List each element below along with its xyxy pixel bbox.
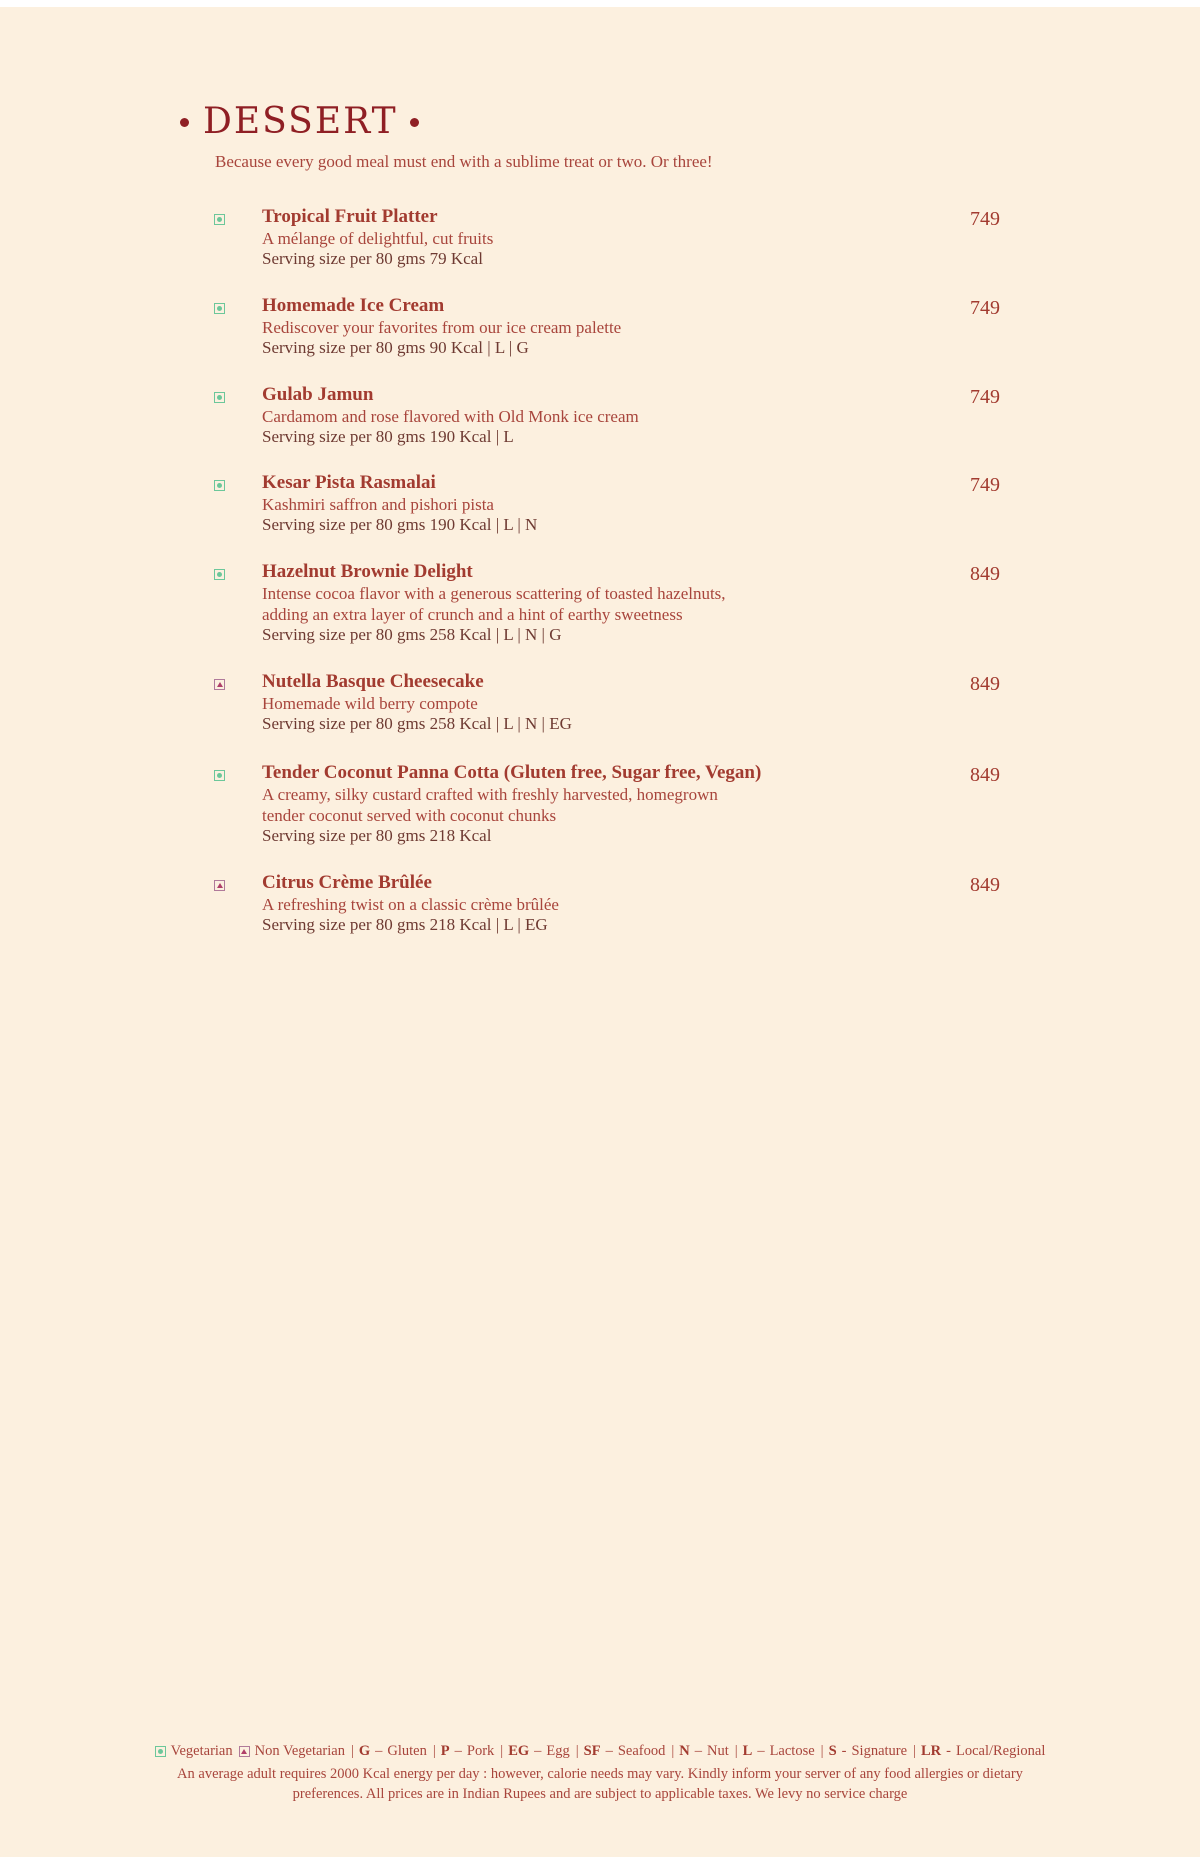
item-name: Kesar Pista Rasmalai (262, 472, 436, 493)
item-name: Hazelnut Brownie Delight (262, 561, 473, 582)
item-price: 849 (970, 764, 1000, 786)
item-description-line: tender coconut served with coconut chunks (262, 806, 557, 825)
legend-entry (913, 1743, 1045, 1760)
item-price: 749 (970, 297, 1000, 319)
legend-entry (155, 1743, 233, 1760)
legend-separator: | (500, 1743, 504, 1759)
legend-dash: - (946, 1743, 951, 1759)
item-description-line: Rediscover your favorites from our ice cream palette (262, 318, 622, 337)
item-description-line: A mélange of delightful, cut fruits (262, 229, 494, 248)
vegetarian-icon (214, 303, 225, 314)
item-serving-info: Serving size per 80 gms 258 Kcal | L | N | EG (262, 714, 572, 733)
legend-separator: | (734, 1743, 738, 1759)
item-name: Citrus Crème Brûlée (262, 872, 432, 893)
item-description (262, 894, 559, 915)
legend-dash: – (694, 1743, 702, 1759)
bullet-icon (410, 118, 419, 127)
legend-text: Nut (706, 1743, 729, 1759)
legend-entry (671, 1743, 728, 1760)
non-vegetarian-icon (214, 679, 225, 690)
legend-text: Gluten (387, 1743, 427, 1759)
legend-code: N (679, 1743, 690, 1759)
vegetarian-icon (214, 392, 225, 403)
section-header (180, 101, 419, 142)
item-serving-info: Serving size per 80 gms 79 Kcal (262, 249, 483, 268)
legend-code: S (828, 1743, 837, 1759)
legend-text: Lactose (769, 1743, 815, 1759)
legend-code: L (742, 1743, 753, 1759)
legend-entry (576, 1743, 666, 1760)
legend-text: Seafood (617, 1743, 666, 1759)
item-price: 849 (970, 563, 1000, 585)
legend-dash: – (454, 1743, 462, 1759)
legend-code: SF (583, 1743, 601, 1759)
item-description-line: Intense cocoa flavor with a generous scattering of toasted hazelnuts, (262, 584, 726, 603)
legend-entry (433, 1743, 494, 1760)
item-name: Tropical Fruit Platter (262, 206, 438, 227)
footer (0, 1743, 1200, 1804)
item-description (262, 693, 478, 714)
item-description (262, 406, 639, 427)
vegetarian-icon (214, 770, 225, 781)
legend-code: P (440, 1743, 450, 1759)
item-price: 749 (970, 474, 1000, 496)
legend-text: Local/Regional (955, 1743, 1046, 1759)
vegetarian-icon (155, 1746, 166, 1757)
item-name: Nutella Basque Cheesecake (262, 671, 484, 692)
item-description (262, 317, 621, 338)
menu-page (0, 7, 1200, 1857)
item-description-line: Homemade wild berry compote (262, 694, 478, 713)
vegetarian-icon (214, 214, 225, 225)
legend-separator: | (432, 1743, 436, 1759)
legend-entry (500, 1743, 569, 1760)
legend-dash: – (757, 1743, 765, 1759)
item-price: 849 (970, 874, 1000, 896)
legend-separator: | (671, 1743, 675, 1759)
legend-separator: | (575, 1743, 579, 1759)
item-description-line: Kashmiri saffron and pishori pista (262, 495, 494, 514)
item-name: Gulab Jamun (262, 384, 374, 405)
item-serving-info: Serving size per 80 gms 258 Kcal | L | N | G (262, 625, 562, 644)
legend-dash: – (375, 1743, 383, 1759)
legend-dash: – (605, 1743, 613, 1759)
item-description-line: A creamy, silky custard crafted with freshly harvested, homegrown (262, 785, 718, 804)
vegetarian-icon (214, 569, 225, 580)
item-price: 749 (970, 386, 1000, 408)
legend-text: Pork (466, 1743, 495, 1759)
item-price: 849 (970, 673, 1000, 695)
legend-code: EG (508, 1743, 530, 1759)
legend-code: LR (920, 1743, 942, 1759)
legend-dash: - (841, 1743, 847, 1759)
item-serving-info: Serving size per 80 gms 90 Kcal | L | G (262, 338, 529, 357)
section-subtitle: Because every good meal must end with a sublime treat or two. Or three! (215, 152, 713, 171)
non-vegetarian-icon (214, 880, 225, 891)
legend-entry (735, 1743, 815, 1760)
footer-note (0, 1764, 1200, 1804)
legend-text: Non Vegetarian (254, 1743, 345, 1759)
item-description-line: A refreshing twist on a classic crème brûlée (262, 895, 559, 914)
legend-dash: – (534, 1743, 542, 1759)
legend-text: Vegetarian (170, 1743, 233, 1759)
item-description-line: Cardamom and rose flavored with Old Monk ice cream (262, 407, 639, 426)
legend-entry (821, 1743, 907, 1760)
item-description (262, 784, 718, 826)
footer-note-line: preferences. All prices are in Indian Rupees and are subject to applicable taxes. We levy no service charge (292, 1786, 908, 1802)
legend-separator: | (820, 1743, 824, 1759)
legend-entry (351, 1743, 427, 1760)
item-price: 749 (970, 208, 1000, 230)
item-description (262, 228, 493, 249)
item-description (262, 494, 494, 515)
item-description-line: adding an extra layer of crunch and a hint of earthy sweetness (262, 605, 683, 624)
legend-text: Egg (546, 1743, 570, 1759)
section-title: DESSERT (203, 101, 398, 142)
legend (0, 1743, 1200, 1760)
footer-note-line: An average adult requires 2000 Kcal energy per day : however, calorie needs may vary. Kindly inform your server of any food allergies or dietary (177, 1766, 1023, 1782)
item-serving-info: Serving size per 80 gms 190 Kcal | L | N (262, 515, 538, 534)
legend-separator: | (350, 1743, 354, 1759)
item-name: Homemade Ice Cream (262, 295, 445, 316)
legend-text: Signature (851, 1743, 908, 1759)
item-description (262, 583, 726, 625)
item-serving-info: Serving size per 80 gms 218 Kcal (262, 826, 492, 845)
legend-separator: | (913, 1743, 916, 1759)
legend-code: G (358, 1743, 371, 1759)
vegetarian-icon (214, 480, 225, 491)
bullet-icon (180, 118, 189, 127)
item-name: Tender Coconut Panna Cotta (Gluten free, Sugar free, Vegan) (262, 762, 762, 783)
legend-entry (239, 1743, 345, 1760)
non-vegetarian-icon (239, 1746, 250, 1757)
item-serving-info: Serving size per 80 gms 218 Kcal | L | EG (262, 915, 548, 934)
item-serving-info: Serving size per 80 gms 190 Kcal | L (262, 427, 514, 446)
